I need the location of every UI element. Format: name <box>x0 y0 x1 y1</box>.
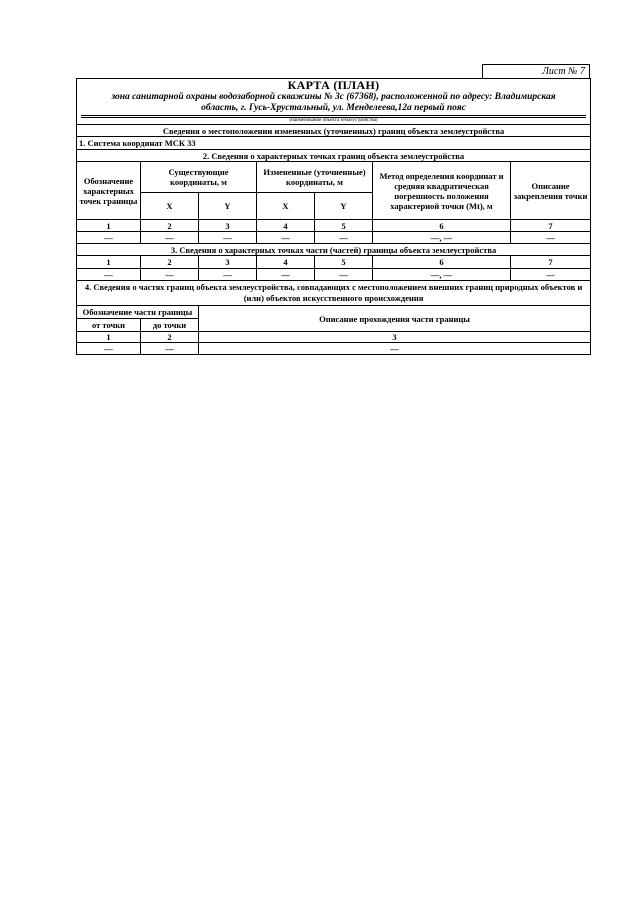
column-number: 1 <box>77 256 141 269</box>
column-number: 6 <box>373 256 511 269</box>
section2-number-row <box>77 220 591 232</box>
column-number: 7 <box>511 256 591 269</box>
column-number: 3 <box>199 256 257 269</box>
col-from-header: от точки <box>77 319 141 332</box>
empty-value: — <box>257 269 315 281</box>
empty-value: — <box>77 232 141 244</box>
col-changed-header: Измененные (уточненные) координаты, м <box>257 162 373 193</box>
section2-title: 2. Сведения о характерных точках границ объекта землеустройства <box>77 150 591 162</box>
empty-value: — <box>315 232 373 244</box>
section-header-row <box>77 125 591 137</box>
col-desc-header: Описание закрепления точки <box>511 162 591 220</box>
empty-value: — <box>141 269 199 281</box>
empty-value: — <box>315 269 373 281</box>
coord-system-row <box>77 137 591 150</box>
section3-number-row <box>77 256 591 269</box>
object-name-line1: зона санитарной охраны водозаборной скважины № 3с (67368), расположенной по адресу: Владимирская <box>111 92 556 102</box>
boundary-map-table <box>76 78 591 355</box>
column-number: 5 <box>315 256 373 269</box>
col-point-header: Обозначение характерных точек границы <box>77 162 141 220</box>
column-number: 3 <box>199 332 591 343</box>
column-number: 6 <box>373 220 511 232</box>
title-cell <box>77 79 591 125</box>
sheet-label: Лист № 7 <box>482 64 590 78</box>
column-number: 1 <box>77 332 141 343</box>
section2-header-row <box>77 162 591 193</box>
section3-data-row <box>77 269 591 281</box>
col-existing-header: Существующие координаты, м <box>141 162 257 193</box>
col-part-header: Обозначение части границы <box>77 306 199 319</box>
column-number: 5 <box>315 220 373 232</box>
title-row <box>77 79 591 125</box>
col-existing-x: X <box>141 193 199 220</box>
section4-title: 4. Сведения о частях границ объекта землеустройства, совпадающих с местоположением внешних границ природных объектов и (или) объектов искусственного происхождения <box>77 281 591 306</box>
column-number: 3 <box>199 220 257 232</box>
empty-method-value: —, — <box>373 232 511 244</box>
section2-data-row <box>77 232 591 244</box>
object-name-caption: (наименование объекта землеустройства) <box>81 117 586 124</box>
section4-title-row <box>77 281 591 306</box>
coord-system: 1. Система координат МСК 33 <box>77 137 591 150</box>
object-name-line2: область, г. Гусь-Хрустальный, ул. Менделеева,12а первый пояс <box>81 103 586 116</box>
section3-title: 3. Сведения о характерных точках части (частей) границы объекта землеустройства <box>77 244 591 256</box>
column-number: 7 <box>511 220 591 232</box>
section-header: Сведения о местоположении измененных (уточненных) границ объекта землеустройства <box>77 125 591 137</box>
section4-data-row <box>77 343 591 355</box>
empty-value: — <box>257 232 315 244</box>
section2-title-row <box>77 150 591 162</box>
column-number: 2 <box>141 256 199 269</box>
col-path-desc-header: Описание прохождения части границы <box>199 306 591 332</box>
section4-number-row <box>77 332 591 343</box>
empty-value: — <box>199 232 257 244</box>
empty-value: — <box>77 343 141 355</box>
section3-title-row <box>77 244 591 256</box>
column-number: 1 <box>77 220 141 232</box>
empty-value: — <box>141 232 199 244</box>
column-number: 4 <box>257 220 315 232</box>
col-changed-x: X <box>257 193 315 220</box>
empty-value: — <box>199 343 591 355</box>
empty-value: — <box>511 232 591 244</box>
empty-value: — <box>199 269 257 281</box>
col-to-header: до точки <box>141 319 199 332</box>
col-changed-y: Y <box>315 193 373 220</box>
column-number: 4 <box>257 256 315 269</box>
column-number: 2 <box>141 332 199 343</box>
document-title: КАРТА (ПЛАН) <box>287 78 380 92</box>
column-number: 2 <box>141 220 199 232</box>
section4-header-row <box>77 306 591 319</box>
empty-value: — <box>77 269 141 281</box>
col-existing-y: Y <box>199 193 257 220</box>
col-method-header: Метод определения координат и средняя квадратическая погрешность положения характерной точки (Mt), м <box>373 162 511 220</box>
empty-value: — <box>141 343 199 355</box>
empty-value: — <box>511 269 591 281</box>
empty-method-value: —, — <box>373 269 511 281</box>
